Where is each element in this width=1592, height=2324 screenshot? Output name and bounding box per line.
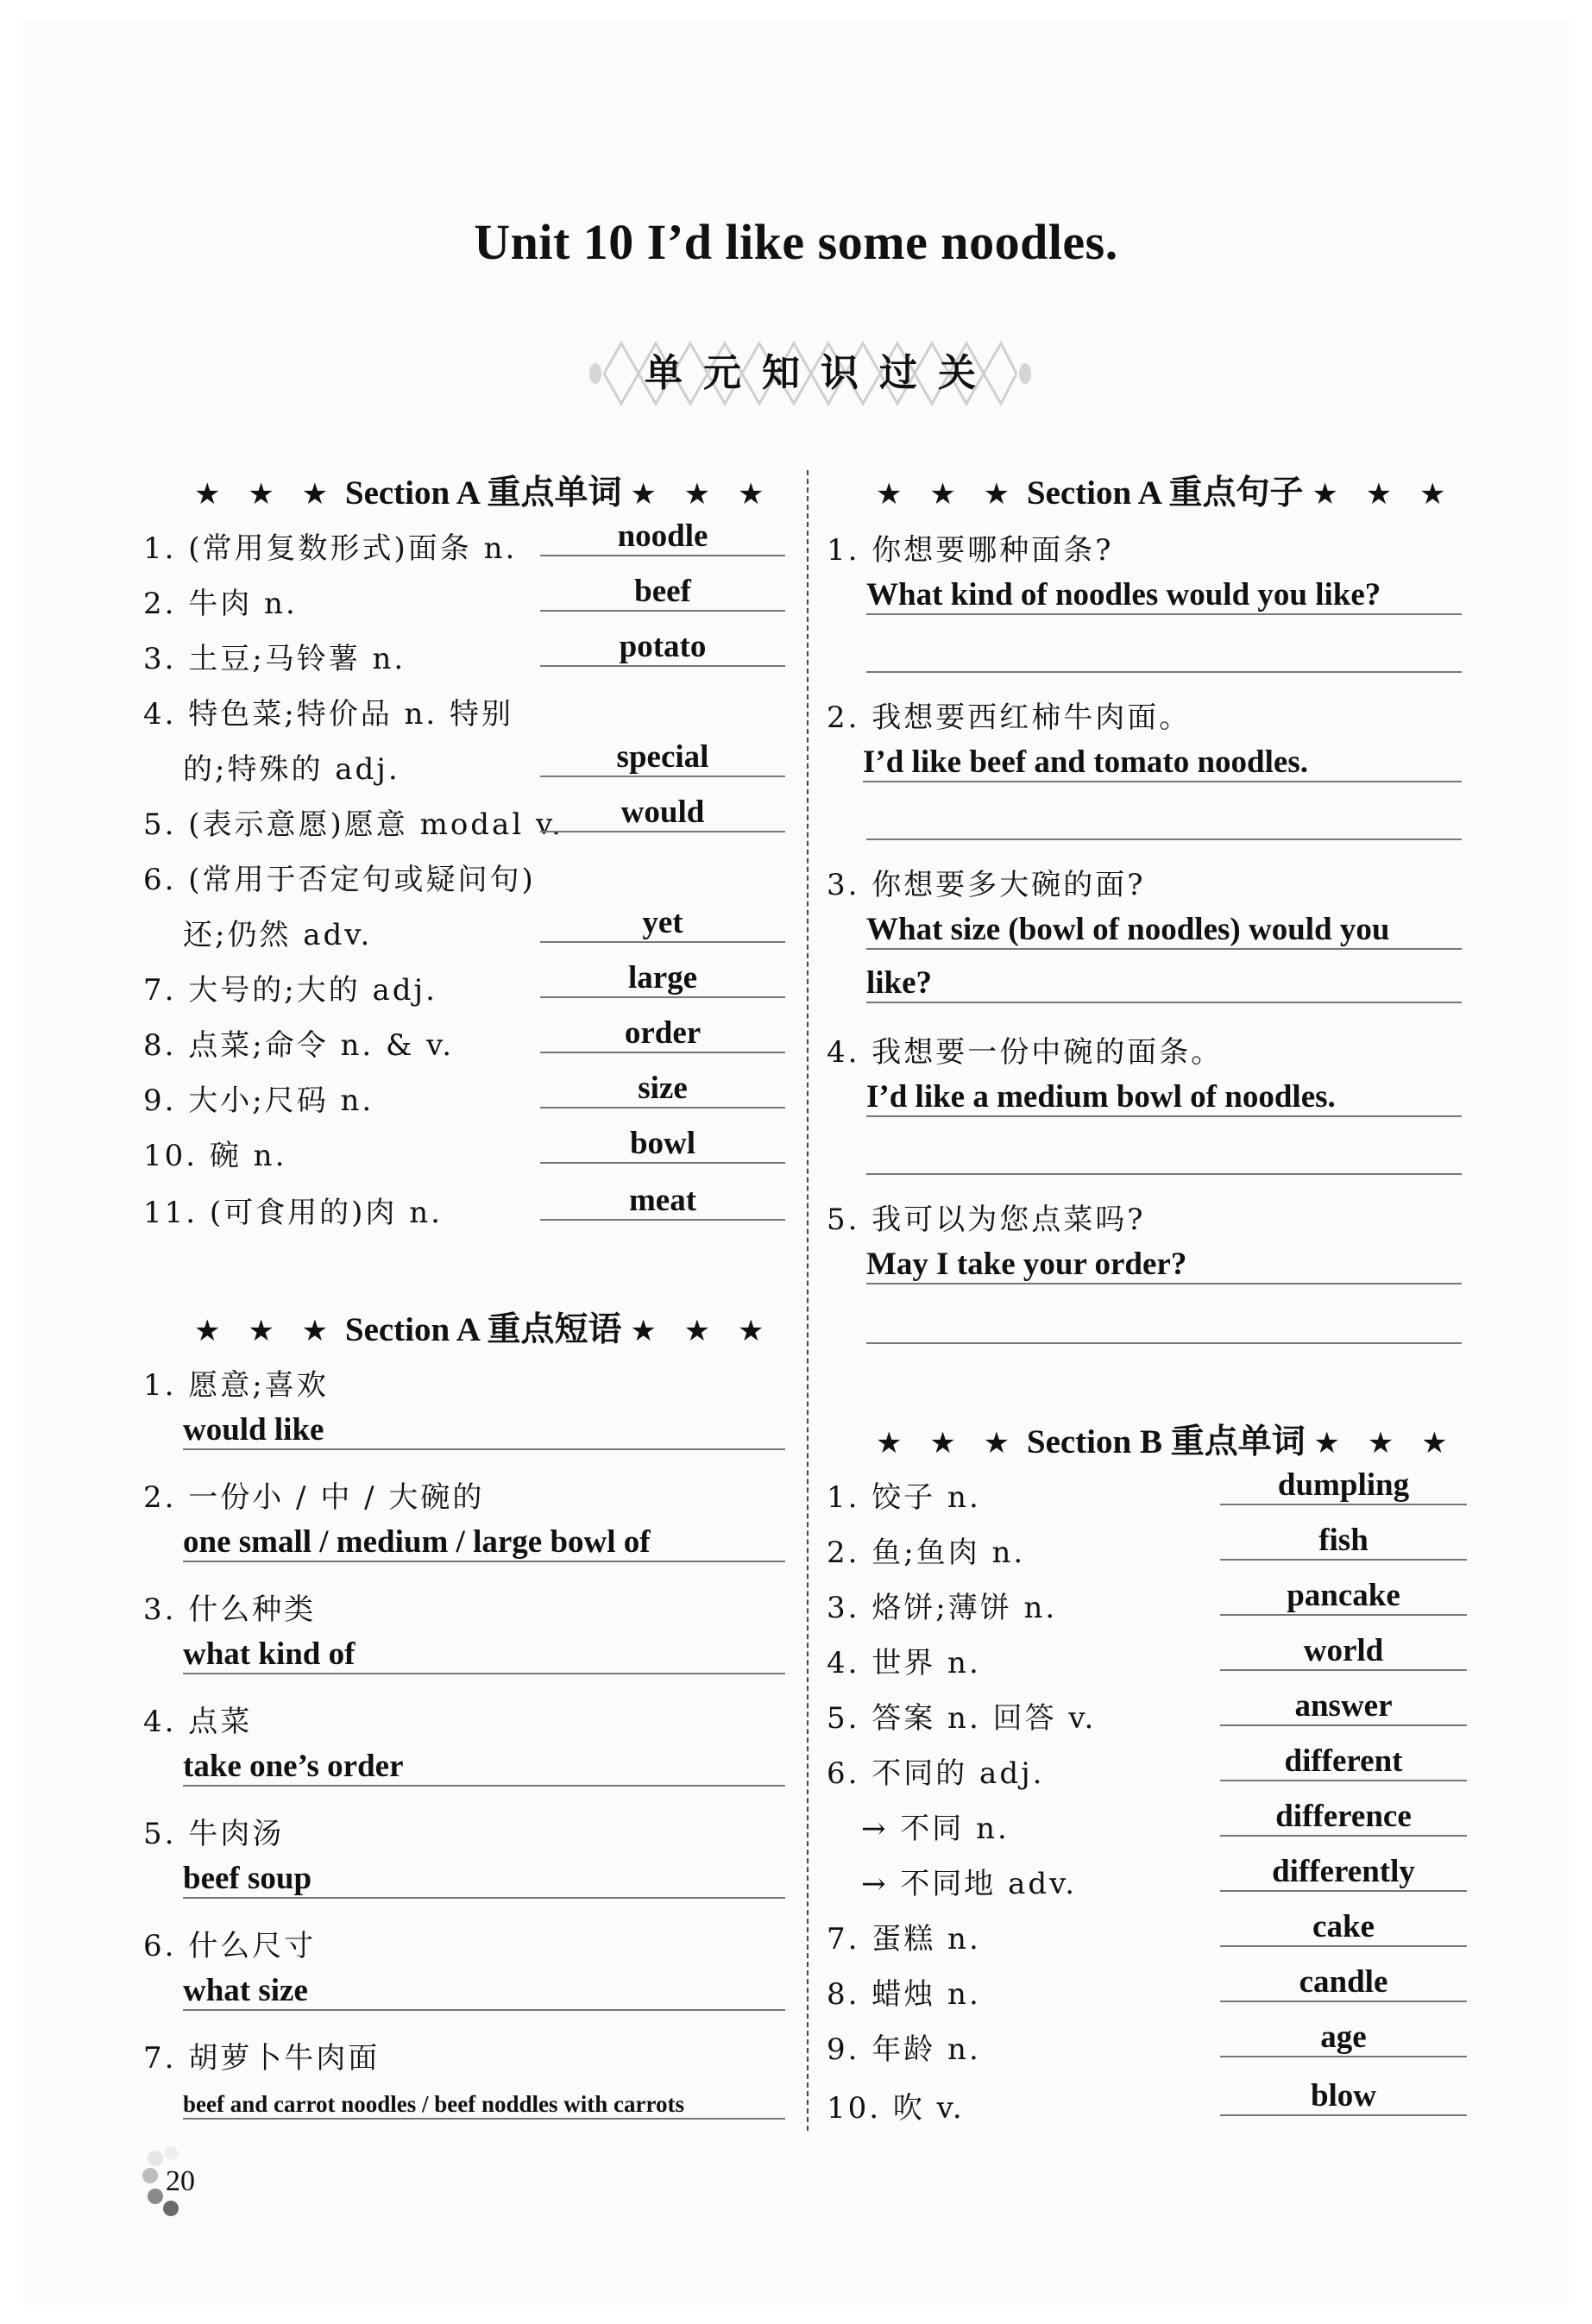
word-cn: 10. 吹 v.: [827, 2091, 965, 2126]
word-answer: beef: [540, 573, 785, 612]
sentence-cn: 4. 我想要一份中碗的面条。: [827, 1035, 1224, 1070]
word-cn: 4. 特色菜;特价品 n. 特别: [143, 697, 514, 732]
phrase-cn: 6. 什么尺寸: [143, 1929, 317, 1963]
word-answer: bowl: [540, 1125, 785, 1164]
phrase-answer: take one’s order: [183, 1748, 785, 1787]
heading-sectionA-phrases: ★ ★ ★ Section A 重点短语 ★ ★ ★: [194, 1311, 773, 1348]
word-answer: noodle: [540, 518, 785, 556]
word-cn: 1. 饺子 n.: [827, 1480, 981, 1515]
word-answer: size: [540, 1070, 785, 1109]
phrase-answer: beef and carrot noodles / beef noddles with carrots: [183, 2091, 785, 2120]
banner-title: 单元知识过关: [645, 351, 997, 395]
section-banner: [587, 326, 1034, 421]
word-cn-derived: → 不同地 adv.: [861, 1867, 1078, 1901]
stars-icon: ★ ★ ★: [630, 1314, 773, 1348]
word-answer: potato: [540, 628, 785, 667]
sentence-answer: I’d like beef and tomato noodles.: [863, 744, 1462, 782]
word-cn: 3. 土豆;马铃薯 n.: [143, 642, 406, 676]
phrase-cn: 7. 胡萝卜牛肉面: [143, 2041, 381, 2076]
word-cn: 6. 不同的 adj.: [827, 1756, 1045, 1791]
word-answer: dumpling: [1220, 1467, 1467, 1505]
page-number: 20: [166, 2165, 195, 2197]
word-cn: 7. 蛋糕 n.: [827, 1922, 981, 1957]
word-answer: blow: [1220, 2077, 1467, 2116]
word-answer: yet: [540, 904, 785, 943]
phrase-cn: 4. 点菜: [143, 1705, 253, 1739]
word-cn: 9. 年龄 n.: [827, 2032, 981, 2067]
phrase-cn: 5. 牛肉汤: [143, 1817, 285, 1851]
stars-icon: ★ ★ ★: [876, 1426, 1019, 1460]
word-cn: 2. 牛肉 n.: [143, 587, 298, 621]
phrase-cn: 3. 什么种类: [143, 1592, 317, 1627]
phrase-answer: what kind of: [183, 1636, 785, 1674]
word-cn: 9. 大小;尺码 n.: [143, 1083, 374, 1118]
phrase-answer: would like: [183, 1411, 785, 1450]
heading-sectionA-words: ★ ★ ★ Section A 重点单词 ★ ★ ★: [194, 474, 773, 512]
word-answer: world: [1220, 1632, 1467, 1671]
word-cn-cont: 还;仍然 adv.: [183, 918, 373, 952]
word-answer: age: [1220, 2019, 1467, 2057]
stars-icon: ★ ★ ★: [630, 477, 773, 512]
phrase-cn: 2. 一份小 / 中 / 大碗的: [143, 1480, 485, 1515]
phrase-answer: what size: [183, 1972, 785, 2011]
stars-icon: ★ ★ ★: [876, 477, 1019, 512]
column-divider: [807, 470, 809, 2131]
phrase-cn: 1. 愿意;喜欢: [143, 1368, 329, 1403]
word-answer: answer: [1220, 1687, 1467, 1726]
word-answer: cake: [1220, 1908, 1467, 1947]
word-cn: 11. (可食用的)肉 n.: [143, 1196, 443, 1230]
word-answer: pancake: [1220, 1577, 1467, 1616]
word-answer: differently: [1220, 1853, 1467, 1892]
word-answer: order: [540, 1014, 785, 1053]
sentence-answer: I’d like a medium bowl of noodles.: [866, 1078, 1462, 1117]
sentence-cn: 2. 我想要西红柿牛肉面。: [827, 700, 1192, 735]
word-cn: 5. (表示意愿)愿意 modal v.: [143, 807, 563, 842]
sentence-cn: 5. 我可以为您点菜吗?: [827, 1203, 1146, 1237]
word-cn: 10. 碗 n.: [143, 1139, 287, 1173]
word-answer: fish: [1220, 1522, 1467, 1561]
unit-title: Unit 10 I’d like some noodles.: [474, 214, 1118, 270]
word-cn: 7. 大号的;大的 adj.: [143, 973, 437, 1008]
word-cn: 4. 世界 n.: [827, 1646, 981, 1680]
word-cn: 8. 点菜;命令 n. & v.: [143, 1028, 455, 1063]
answer-line: [866, 671, 1462, 673]
word-answer: meat: [540, 1182, 785, 1221]
heading-sectionB-words: ★ ★ ★ Section B 重点单词 ★ ★ ★: [876, 1423, 1457, 1460]
word-cn: 3. 烙饼;薄饼 n.: [827, 1591, 1058, 1625]
stars-icon: ★ ★ ★: [194, 1314, 337, 1348]
sentence-answer-cont: like?: [866, 964, 1462, 1003]
word-cn: 8. 蜡烛 n.: [827, 1977, 981, 2012]
stars-icon: ★ ★ ★: [1312, 477, 1455, 512]
phrase-answer: one small / medium / large bowl of: [183, 1523, 785, 1562]
stars-icon: ★ ★ ★: [1313, 1426, 1457, 1460]
word-cn: 2. 鱼;鱼肉 n.: [827, 1536, 1026, 1570]
word-answer: would: [540, 794, 785, 832]
phrase-answer: beef soup: [183, 1860, 785, 1899]
word-answer: candle: [1220, 1963, 1467, 2002]
heading-sectionA-sentences: ★ ★ ★ Section A 重点句子 ★ ★ ★: [876, 474, 1455, 512]
word-cn: 1. (常用复数形式)面条 n.: [143, 531, 518, 566]
stars-icon: ★ ★ ★: [194, 477, 337, 512]
word-answer: difference: [1220, 1798, 1467, 1837]
sentence-cn: 3. 你想要多大碗的面?: [827, 868, 1146, 902]
answer-line: [866, 839, 1462, 840]
sentence-answer: May I take your order?: [866, 1246, 1462, 1284]
sentence-answer: What size (bowl of noodles) would you: [866, 911, 1462, 950]
word-cn: 6. (常用于否定句或疑问句): [143, 863, 536, 897]
sentence-cn: 1. 你想要哪种面条?: [827, 533, 1114, 568]
word-answer: different: [1220, 1743, 1467, 1781]
word-answer: special: [540, 738, 785, 777]
answer-line: [866, 1173, 1462, 1175]
sentence-answer: What kind of noodles would you like?: [866, 576, 1462, 615]
word-cn-cont: 的;特殊的 adj.: [183, 752, 400, 787]
word-cn: 5. 答案 n. 回答 v.: [827, 1701, 1097, 1736]
word-answer: large: [540, 959, 785, 998]
word-cn-derived: → 不同 n.: [861, 1812, 1010, 1846]
answer-line: [866, 1342, 1462, 1344]
